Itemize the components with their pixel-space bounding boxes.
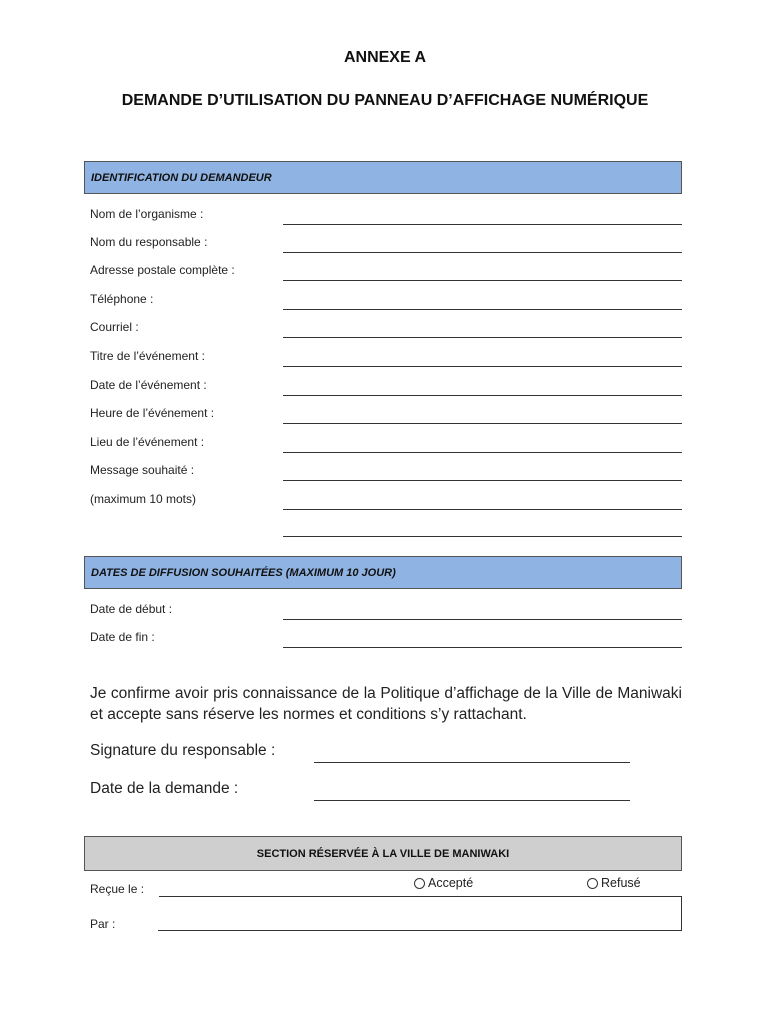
field-event-date[interactable] xyxy=(90,378,682,398)
field-input-line[interactable] xyxy=(283,337,682,338)
field-label: Téléphone : xyxy=(90,292,154,306)
field-manager-name[interactable] xyxy=(90,235,682,255)
section-heading-text: IDENTIFICATION DU DEMANDEUR xyxy=(91,171,272,184)
field-organization-name[interactable] xyxy=(90,207,682,227)
annex-title: ANNEXE A xyxy=(343,49,427,66)
received-label: Reçue le : xyxy=(90,882,145,896)
confirmation-text: Je confirme avoir pris connaissance de la Politique d’affichage de la Ville de Maniwaki et accepte sans réserve les normes et conditions s’y rattachant. xyxy=(90,685,682,723)
refused-label: Refusé xyxy=(601,876,641,890)
refused-radio[interactable] xyxy=(587,876,641,890)
accepted-label: Accepté xyxy=(428,876,474,890)
field-message[interactable] xyxy=(90,463,682,483)
field-input-line[interactable] xyxy=(283,509,682,510)
field-phone[interactable] xyxy=(90,292,682,312)
field-input-line[interactable] xyxy=(283,280,682,281)
signature-row[interactable] xyxy=(90,742,630,766)
field-start-date[interactable] xyxy=(90,602,682,622)
section-heading-text: SECTION RÉSERVÉE À LA VILLE DE MANIWAKI xyxy=(256,847,510,860)
field-end-date[interactable] xyxy=(90,630,682,650)
field-label: Adresse postale complète : xyxy=(90,263,235,277)
request-date-row[interactable] xyxy=(90,780,630,804)
field-label: Heure de l’événement : xyxy=(90,406,215,420)
request-date-line[interactable] xyxy=(314,800,630,801)
field-label: Lieu de l’événement : xyxy=(90,435,205,449)
section-header-dates xyxy=(84,556,682,589)
field-input-line[interactable] xyxy=(283,423,682,424)
reserved-box-edge xyxy=(681,896,682,931)
message-extra-line[interactable] xyxy=(283,536,682,537)
field-label: Nom de l’organisme : xyxy=(90,207,204,221)
field-input-line[interactable] xyxy=(283,224,682,225)
signature-label: Signature du responsable : xyxy=(90,742,276,759)
radio-circle-icon xyxy=(587,878,598,889)
section-header-identification xyxy=(84,161,682,194)
accepted-radio[interactable] xyxy=(414,876,473,890)
field-input-line[interactable] xyxy=(283,619,682,620)
field-input-line[interactable] xyxy=(283,366,682,367)
field-input-line[interactable] xyxy=(283,395,682,396)
section-header-reserved xyxy=(84,836,682,871)
received-line[interactable] xyxy=(159,896,682,897)
field-postal-address[interactable] xyxy=(90,263,682,283)
field-label: Message souhaité : xyxy=(90,463,195,477)
field-event-title[interactable] xyxy=(90,349,682,369)
field-label: Nom du responsable : xyxy=(90,235,208,249)
field-message-limit[interactable] xyxy=(90,492,682,512)
section-heading-text: DATES DE DIFFUSION SOUHAITÉES (MAXIMUM 10 JOUR) xyxy=(91,566,396,579)
field-event-location[interactable] xyxy=(90,435,682,455)
field-email[interactable] xyxy=(90,320,682,340)
request-date-label: Date de la demande : xyxy=(90,780,239,797)
reserved-section xyxy=(84,871,682,933)
page-title: DEMANDE D’UTILISATION DU PANNEAU D’AFFICHAGE NUMÉRIQUE xyxy=(121,92,649,109)
field-label: Titre de l’événement : xyxy=(90,349,205,363)
signature-line[interactable] xyxy=(314,762,630,763)
by-label: Par : xyxy=(90,917,116,931)
field-label: (maximum 10 mots) xyxy=(90,492,197,506)
field-label: Date de début : xyxy=(90,602,173,616)
field-label: Date de fin : xyxy=(90,630,155,644)
field-input-line[interactable] xyxy=(283,647,682,648)
field-input-line[interactable] xyxy=(283,252,682,253)
field-label: Courriel : xyxy=(90,320,139,334)
field-input-line[interactable] xyxy=(283,480,682,481)
field-input-line[interactable] xyxy=(283,309,682,310)
field-event-time[interactable] xyxy=(90,406,682,426)
field-label: Date de l’événement : xyxy=(90,378,207,392)
field-input-line[interactable] xyxy=(283,452,682,453)
radio-circle-icon xyxy=(414,878,425,889)
by-line[interactable] xyxy=(158,930,682,931)
